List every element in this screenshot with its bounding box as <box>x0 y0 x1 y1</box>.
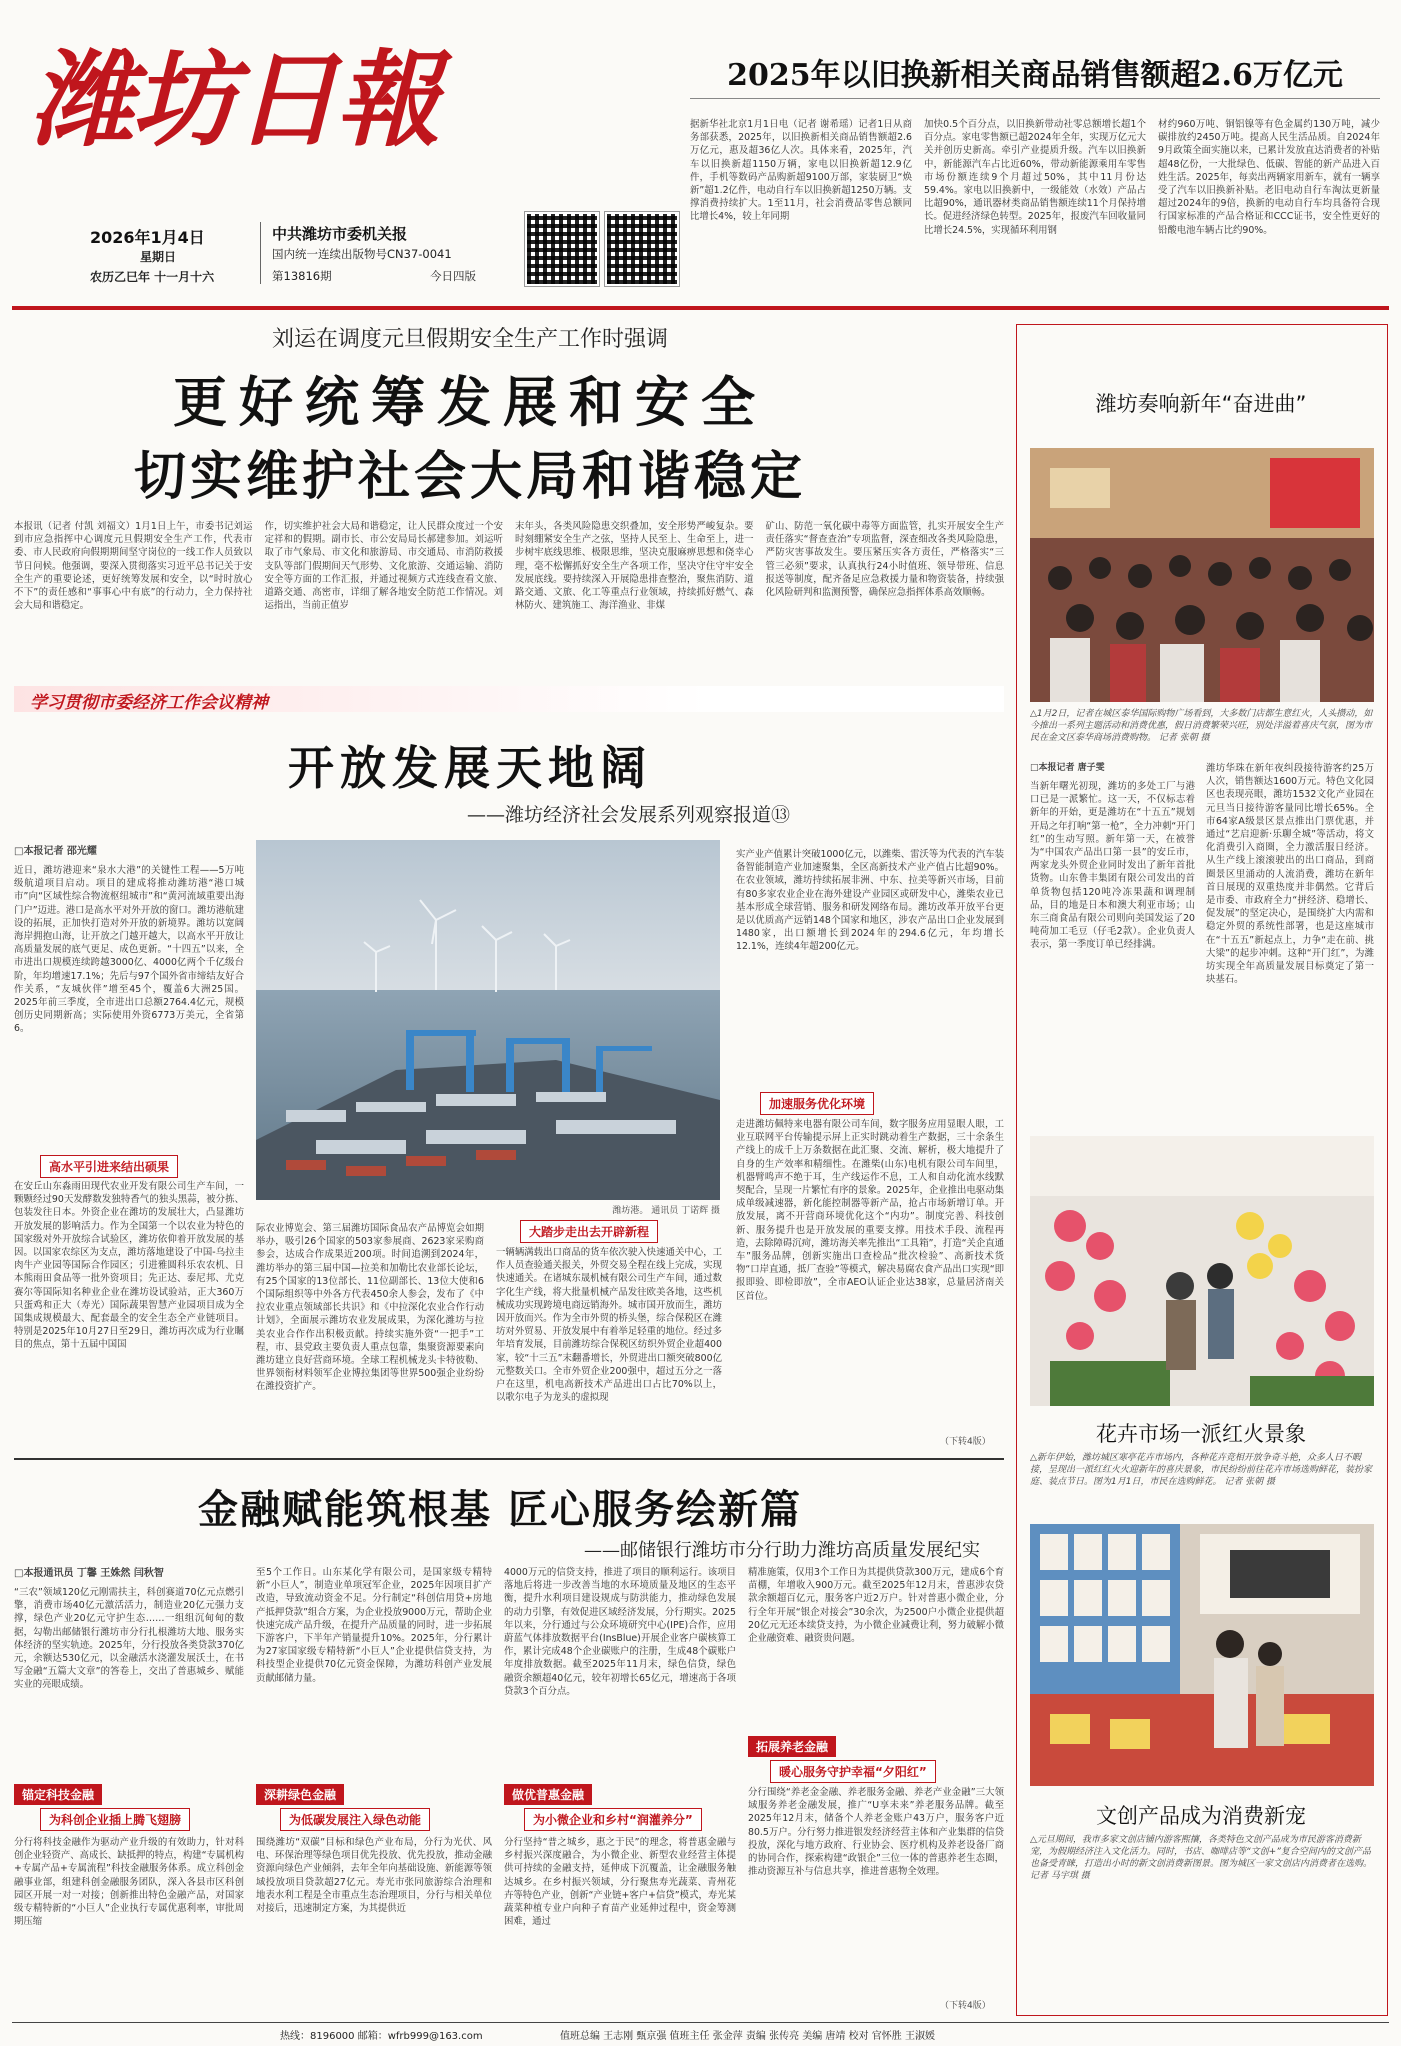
finance-continue: （下转4版） <box>940 2001 991 2011</box>
finance-title-3: 为小微企业和乡村“润灌养分” <box>524 1808 702 1831</box>
feature-headline: 开放发展天地阔 <box>288 741 652 795</box>
rail-text-a: 当新年曙光初现，潍坊的多处工厂与港口已是一派繁忙。这一天，不仅标志着新年的开始，更是潍坊在“十五五”规划开局之年打响“第一枪”，全力冲刺“开门红”的生动写照。新年第一天，在被誉为“中国农产品出口第一县”的安丘市，两家龙头外贸企业同时发出了新年首批货物。山东鲁丰集团有限公司发出的首单货物包括120吨冷冻果蔬和调理制品，目的地是日本和澳大利亚市场；山东三商食品有限公司则向美国发运了20吨荷加工毛豆（仔毛2款）。企业负责人表示，第一季度订单已经排满。 <box>1030 781 1195 951</box>
finance-text-4: 分行围绕“养老金金融、养老服务金融、养老产业金融”三大领域服务养老金融发展，推广“U享未来”养老服务品牌。截至2025年12月末，储备个人养老金账户43万户，服务客户近80.5万户。分行努力推进银发经济经营主体和产业集群的信贷投放，深化与地方政府、行业协会、医疗机构及养老设备厂商的协同合作，探索构建“政银企”三位一体的普惠养老生态圈，推动资源互补与信息共享，推进普惠物全效理。 <box>748 1787 1004 1878</box>
finance-byline: □本报通讯员 丁馨 王姝然 闫秋智 <box>14 1568 164 1579</box>
qr-code-2 <box>605 212 679 286</box>
rail-title-2: 花卉市场一派红火景象 <box>1096 1422 1306 1446</box>
feature-subhead-3: 加速服务优化环境 <box>760 1092 874 1115</box>
rail-caption-2: △新年伊始，潍坊城区寒亭花卉市场内，各种花卉竞相开放争奇斗艳，众多人日不暇接，呈现出一派红红火火迎新年的喜庆景象，市民纷纷前往花卉市场选购鲜花，装扮家庭、装点节日。图为1月1日，市民在选购鲜花。 记者 张朝 摄 <box>1030 1453 1373 1487</box>
feature-sub1-text-a: 在安丘山东淼雨田现代农业开发有限公司生产车间，一颗颗经过90天发酵数发独特香气的独头黑蒜，被分拣、包装发往日本。外资企业在潍坊的发展壮大，凸显潍坊开放发展的影响活力。作为全国第一个以农业为特色的国家级对外开放综合试验区，潍坊依仰着开放发展的基因。以国家农综区为支点，潍坊落地建设了中国-乌拉圭肉牛产业园等国际合作园区；引进雅圆科乐农农机、日本熊雨田食品等一批外资项目；先正达、泰尼邦、尤克赛尔等国际知名种业企业在潍坊设试验站，正大360万只蛋鸡和正大（寿光）国际蔬果智慧产业园项目成为全国集成规模最大、配套最全的安全生态全产业链项目。特别是2025年10月27日至29日，潍坊再次成为行业瞩目的焦点，第十五届中国国 <box>14 1181 244 1351</box>
rail-text-b: 潍坊华珠在新年夜纠段接待游客约25万人次，销售额达1600万元。特色文化园区也表现亮眼，潍坊1532文化产业园在元旦当日接待游客量同比增长65%。全市64家A级景区景点推出门票优惠，并通过“艺启迎新·乐聊全城”等活动，将文化消费引入商圈，全力激活服日经济。从生产线上滚滚驶出的出口商品，到商圈景区里涌动的人流消费，潍坊在新年首日展现的双重热度并非偶然。它背后是市委、市政府全力“拼经济、稳增长、促发展”的坚定决心，是围绕扩大内需和稳定外贸的系统性部署，也是这座城市在“十五五”新起点上，力争“走在前、挑大梁”的起步冲刺。这种“开门红”，为潍坊实现全年高质量发展目标奠定了第一块基石。 <box>1206 763 1374 986</box>
top-headline: 2025年以旧换新相关商品销售额超2.6万亿元 <box>727 58 1343 93</box>
feature-sub3-text: 走进潍坊佩特来电器有限公司车间，数字服务应用显眼人眼，工业互联网平台传输提示屏上正实时跳动着生产数据，三十余条生产线上的成千上万条数据在此汇聚、交流、解析，极大地提升了自身的生产效率和精细性。在潍柴(山东)电机有限公司车间里，机器臂鸣声不绝于耳，生产线运作不息，工人和自动化流水线默契配合，呈现一片繁忙有序的景象。2025年，企业推出电驱动集成单级减速器，新化能控制器等新产品，抢占市场新增订单。开放发展，离不开营商环境优化这个“内功”。制度完善、科技创新、服务提升也是开放发展的重要支撑。用技术手段、流程再造，去除障碍沉疴，潍坊海关率先推出“工具箱”，打造“关企直通车”服务品牌，创新实施出口查检品“批次检验”、高新技术货物“口岸直通，抵厂查验”等模式，解决易腐农食产品出口实现“即报即验、即检即放”，全市AEO认证企业达38家，总量居济南关区首位。 <box>736 1119 1004 1302</box>
feature-intro: 近日，潍坊港迎来“泉水大港”的关键性工程——5万吨级航道项目启动。项目的建成将推动潍坊港“港口城市”向“区域性综合物流枢纽城市”和“黄河流域重要出海门户”迈进。港口是高水平对外开放的窗口。潍坊港航建设的拓展，正加快打造对外开放的新境界。潍坊以宽阔海岸拥抱山海，让开放之门越开越大，以高水平开放让高质量发展的底气更足、成色更新。“十四五”以来，全市进出口规模连续跨越3000亿、4000亿两个千亿级台阶，年均增速17.1%；先后与97个国外省市缔结友好合作关系，“友城伙伴”增至45个，覆盖6大洲25国。2025年前三季度，全市进出口总额2764.4亿元，规模创历史同期新高；实际使用外资6773万美元，全省第6。 <box>14 865 244 1035</box>
lead-headline-2: 切实维护社会大局和谐稳定 <box>133 446 806 507</box>
masthead-rule <box>12 306 1389 310</box>
finance-label-2: 深耕绿色金融 <box>256 1784 344 1805</box>
feature-col3-text: 实产业产值累计突破1000亿元，以潍柴、雷沃等为代表的汽车装备智能制造产业加速聚集，全区高新技术产业产值占比超90%。在农业领域，潍坊持续拓展非洲、中东、拉美等新兴市场，目前有80多家农业企业在海外建设产业园区或研发中心，潍柴农业已基本形成全球营销、服务和研发网络布局。潍坊改革开放平台更是以优质高产远销148个国家和地区，涉农产品出口企业发展到1480家，出口额增长到2024年的294.6亿元，年均增长12.1%，连续4年超200亿元。 <box>736 849 1004 953</box>
issn-label: 国内统一连续出版物号CN37-0041 <box>272 247 452 261</box>
top-news-col1: 据新华社北京1月1日电（记者 谢希瑶）记者1日从商务部获悉，2025年，以旧换新相关商品销售额超2.6万亿元，惠及超36亿人次。具体来看，2025年，汽车以旧换新超1150万辆，家电以旧换新超12.9亿件，手机等数码产品购新超9100万部，家装厨卫“焕新”超1.2亿件，电动自行车以旧换新超1250万辆。支撑消费持续扩大。1至11月，社会消费品零售总额同比增长4%，较上年同期 <box>690 119 912 223</box>
rail-caption-1: △1月2日，记者在城区泰华国际购物广场看到，大多数门店都生意红火，人头攒动，如今推出一系列主题活动和消费优惠，假日消费繁荣兴旺，别处洋溢着喜庆气氛，图为市民在金文区泰华商场消费购物。 记者 张朝 摄 <box>1030 709 1373 743</box>
finance-intro: “三农”领域120亿元刚需扶主，科创赛道70亿元点燃引擎，消费市场40亿元激活活力，制造业20亿元强力支撑，绿色产业20亿元守护生态……一组组沉甸甸的数据，勾勒出邮储银行潍坊市分行扎根潍坊大地、服务实体经济的坚实轨迹。2025年，分行投放各类贷款370亿元，余额达530亿元，以金融活水浇灌发展沃土，在书写金融“五篇大文章”的答卷上，交出了普惠城乡、赋能实业的亮眼成绩。 <box>14 1587 244 1691</box>
lead-kicker: 刘运在调度元旦假期安全生产工作时强调 <box>271 327 668 352</box>
top-news-col2: 加快0.5个百分点，以旧换新带动社零总额增长超1个百分点。家电零售额已超2024年全年，实现万亿元大关并创历史新高。牵引产业提质升级。汽车以旧换新中，新能源汽车占比近60%，带动新能源乘用车零售市场份额连续9个月超过50%，其中11月份达59.4%。家电以旧换新中，一级能效（水效）产品占比超90%，通讯器材类商品销售额连续11个月保持增长。促进经济绿色转型。2025年，报废汽车回收量同比增长24.5%，实现循环利用钢 <box>924 119 1146 236</box>
rail-caption-3: △元旦期间，我市多家文创店铺内游客熙攘，各类特色文创产品成为市民游客消费新宠，为假期经济注入文化活力。同时，书店、咖啡店等“文创+”复合空间内的文创产品也备受青睐，打造出小时的新文创消费新图景。图为城区一家文创店内消费者在选购。 记者 马宇琪 摄 <box>1030 1835 1373 1881</box>
footer-rule <box>12 2022 1389 2023</box>
page-count: 今日四版 <box>430 269 476 283</box>
rail-title-3: 文创产品成为消费新宠 <box>1096 1804 1306 1828</box>
qr-code-1 <box>525 212 599 286</box>
finance-text-2b: 4000万元的信贷支持，推进了项目的顺利运行。该项目落地后将进一步改善当地的水环境质量及地区的生态平衡，提升水利项目建设规成与防洪能力，推动绿色发展的动力引擎，有效促进区域经济发展，分行期实。2025年以来，分行通过与公众环境研究中心(IPE)合作，应用蔚蓝气体排放数据平台(InsBlue)开展企业客户碳核算工作，累计完成48个企业碳账户的注册，生成48个碳账户年度排放数据。截至2025年11月末，绿色信贷，绿色融资余额超40亿元，较年初增长65亿元，增速高于各项贷款3个百分点。 <box>504 1567 736 1697</box>
lead-col1: 本报讯（记者 付凯 刘福文）1月1日上午，市委书记刘运到市应急指挥中心调度元旦假期安全生产工作，代表市委、市人民政府向假期期间坚守岗位的一线工作人员致以节日问候。他强调，要深入贯彻落实习近平总书记关于安全生产的重要论述，更好统筹发展和安全，以“时时放心不下”的责任感和“事事心中有底”的行动力，全力保持社会大局和谐稳定。 <box>14 521 253 612</box>
finance-title-2: 为低碳发展注入绿色动能 <box>280 1808 430 1831</box>
harbor-photo-caption: 潍坊港。 通讯员 丁诺辉 摄 <box>612 1206 720 1216</box>
finance-text-3: 分行坚持“普之城乡，惠之于民”的理念，将普惠金融与乡村振兴深度融合，为小微企业、新型农业经营主体提供可持续的金融支持，延伸成下沉覆盖，让金融服务触达城乡。在乡村振兴领域，分行聚焦寿光蔬菜、青州花卉等特色产业，创新“产业链+客户+信贷”模式，寿光某蔬菜种植专业户向种子育苗产业延伸过程中，资金筹测困难，通过 <box>504 1837 736 1928</box>
shop-photo <box>1030 1524 1374 1786</box>
harbor-photo <box>256 840 720 1200</box>
finance-headline: 金融赋能筑根基 匠心服务绘新篇 <box>198 1486 802 1533</box>
top-news-col3: 材约960万吨、铜铝镍等有色金属约130万吨，减少碳排放约2450万吨。提高人民生活品质。自2024年9月政策全面实施以来，已累计发放直达消费者的补贴超48亿份，一大批绿色、低碳、智能的新产品进入百姓生活。2025年，每卖出两辆家用新车，就有一辆享受了汽车以旧换新补贴。老旧电动自行车淘汰更新量超过2024年的9倍，换新的电动自行车均具备符合现行国家标准的产品合格证和CCC证书，安全性更好的铅酸电池车辆占比约90%。 <box>1158 119 1380 236</box>
issue-number: 第13816期 <box>272 269 332 283</box>
feature-subhead: ——潍坊经济社会发展系列观察报道⑬ <box>466 804 790 826</box>
finance-label-1: 锚定科技金融 <box>14 1784 102 1805</box>
feature-subhead-2: 大踏步走出去开辟新程 <box>520 1220 658 1243</box>
finance-title-1: 为科创企业插上腾飞翅膀 <box>40 1808 190 1831</box>
series-banner-text: 学习贯彻市委经济工作会议精神 <box>30 693 268 713</box>
finance-text-2: 围绕潍坊“双碳”目标和绿色产业布局，分行为光伏、风电、环保治理等绿色项目优先投放、优先投放，推动金融资源向绿色产业倾斜，去年全年向基础设施、新能源等领域投放项目贷款超27亿元。寿光市张同旅游综合治理和地表水利工程是全市重点生态治理项目，分行与相关单位对接后，迅速制定方案，为其提供近 <box>256 1837 492 1915</box>
flower-photo <box>1030 1136 1374 1406</box>
section-divider <box>14 1458 1004 1460</box>
lead-col2: 作，切实维护社会大局和谐稳定，让人民群众度过一个安定祥和的假期。副市长、市公安局局长郝建参加。刘运听取了市气象局、市文化和旅游局、市交通局、市消防救援支队等部门假期间天气形势、文化旅游、交通运输、消防安全等方面的工作汇报，并通过视频方式连线查看文旅、道路交通、高密市，详细了解各地安全防范工作情况。刘运指出，当前正值岁 <box>264 521 503 612</box>
masthead-title: 潍坊日報 <box>30 38 439 161</box>
finance-text-3b: 精准施策，仅用3个工作日为其提供贷款300万元，建成6个育苗棚，年增收入900万元。截至2025年12月末，普惠涉农贷款余额超百亿元，服务客户近2万户。针对普惠小微企业，分行全年开展“银企对接会”30余次，为2500户小微企业提供超20亿元无还本续贷支持，为小微企业减费让利，努力破解小微企业融资难、融资贵问题。 <box>748 1567 1004 1645</box>
finance-label-4: 拓展养老金融 <box>748 1736 836 1757</box>
finance-subhead: ——邮储银行潍坊市分行助力潍坊高质量发展纪实 <box>584 1540 980 1561</box>
finance-label-3: 做优普惠金融 <box>504 1784 592 1805</box>
rail-byline: □本报记者 唐子雯 <box>1030 763 1105 773</box>
shop-photo-art <box>1030 1524 1374 1786</box>
organ-label: 中共潍坊市委机关报 <box>272 225 408 243</box>
issue-date: 2026年1月4日 <box>90 228 205 247</box>
feature-continue: （下转4版） <box>940 1437 991 1447</box>
feature-byline: □本报记者 邵光耀 <box>14 846 97 857</box>
lead-headline-1: 更好统筹发展和安全 <box>173 370 767 434</box>
finance-text-1b: 至5个工作日。山东某化学有限公司，是国家级专精特新“小巨人”，制造业单项冠军企业，2025年因项目扩产改造，导致流动资金不足。分行制定“科创信用贷+房地产抵押贷款”组合方案，为企业投放9000万元，帮助企业快速完成产品升级，在提升产品质量的同时，进一步拓展下游客户，下半年产销量提升10%。2025年，分行累计为27家国家级专精特新“小巨人”企业提供信贷支持，为科技型企业提供70亿元资金保障，为潍坊科创产业发展贡献邮储力量。 <box>256 1567 492 1684</box>
finance-text-1: 分行将科技金融作为驱动产业升级的有效助力，针对科创企业轻资产、高成长、缺抵押的特点，构建“专属机构+专属产品+专属流程”科技金融服务体系。成立科创金融事业部，组建科创金融服务团队，深入各县市区科创园区开展一对一对接；创新推出特色金融产品，对国家级专精特新的“小巨人”企业执行专属优惠利率，审批周期压缩 <box>14 1837 244 1928</box>
finance-title-4: 暖心服务守护幸福“夕阳红” <box>770 1760 936 1783</box>
feature-sub1-text-b: 际农业博览会、第三届潍坊国际食品农产品博览会如期举办，吸引26个国家的503家参展商、2623家采购商参会，达成合作成果近200项。时间追溯到2024年，潍坊举办的第三届中国—拉美和加勒比农业部长论坛，有25个国家的13位部长、11位副部长、13位大使和6个国际组织等中外各方代表450余人参会，发布了《中拉农业重点领域部长共识》和《中拉深化农业合作行动计划》，全面展示潍坊农业发展成果，为深化潍坊与拉美农业合作作出积极贡献。持续实施外资“一把手”工程，市、县党政主要负责人重点包靠，集聚资源要素向潍坊建立良好营商环境。全球工程机械龙头卡特彼勒、世界领衔材料领军企业博拉集团等世界500强企业纷纷在潍投资扩产。 <box>256 1223 484 1393</box>
issue-weekday: 星期日 <box>140 250 177 264</box>
lead-col4: 矿山、防范一氧化碳中毒等方面监管，扎实开展安全生产责任落实“督查查治”专项监督，深查细改各类风险隐患，严防灾害事故发生。要压紧压实各方责任，严格落实“三管三必须”要求，认真执行24小时值班、领导带班、信息报送等制度，配齐备足应急救援力量和物资装备，持续强化风险研判和监测预警，确保应急指挥体系高效顺畅。 <box>765 521 1004 599</box>
crowd-photo-art <box>1030 448 1374 702</box>
crowd-photo <box>1030 448 1374 702</box>
footer-staff: 值班总编 王志刚 甄京强 值班主任 张金萍 责编 张传亮 美编 唐靖 校对 官怀胜 王淑媛 <box>560 2031 935 2042</box>
issue-lunar: 农历乙巳年 十一月十六 <box>90 270 215 284</box>
rail-title-1: 潍坊奏响新年“奋进曲” <box>1095 392 1307 416</box>
flower-photo-art <box>1030 1136 1374 1406</box>
lead-col3: 末年头，各类风险隐患交织叠加，安全形势严峻复杂。要时刻绷紧安全生产之弦，坚持人民至上、生命至上，进一步树牢底线思维、极限思维，坚决克服麻痹思想和侥幸心理，毫不松懈抓好安全生产各项工作，坚决守住守牢安全发展底线。要持续深入开展隐患排查整治，聚焦消防、道路交通、文旅、化工等重点行业领域，持续抓好燃气、森林防火、建筑施工、海洋渔业、非煤 <box>515 521 754 612</box>
feature-sub2-text: 一辆辆满载出口商品的货车依次驶入快速通关中心，工作人员查验通关报关，外贸交易全程在线上完成，实现快速通关。在诸城东晟机械有限公司生产车间，通过数字化生产线，将大批量机械产品发往欧美各地，这些机械成功实现跨境电商远销海外。城市国开放而生，潍坊因开放而兴。作为全市外贸的桥头堡，综合保税区在潍坊对外贸易、开放发展中有着举足轻重的地位。经过多年培育发展，目前潍坊综合保税区纺织外贸企业超400家，较“十三五”末翻番增长，外贸进出口额突破800亿元整数关口。全市外贸企业200强中，超过五分之一落户在这里，机电高新技术产品进出口占比70%以上，以歌尔电子为龙头的虚拟现 <box>496 1247 722 1404</box>
harbor-photo-art <box>256 840 720 1200</box>
footer-hotline: 热线：8196000 邮箱：wfrb999@163.com <box>280 2031 483 2042</box>
feature-subhead-1: 高水平引进来结出硕果 <box>40 1155 178 1178</box>
